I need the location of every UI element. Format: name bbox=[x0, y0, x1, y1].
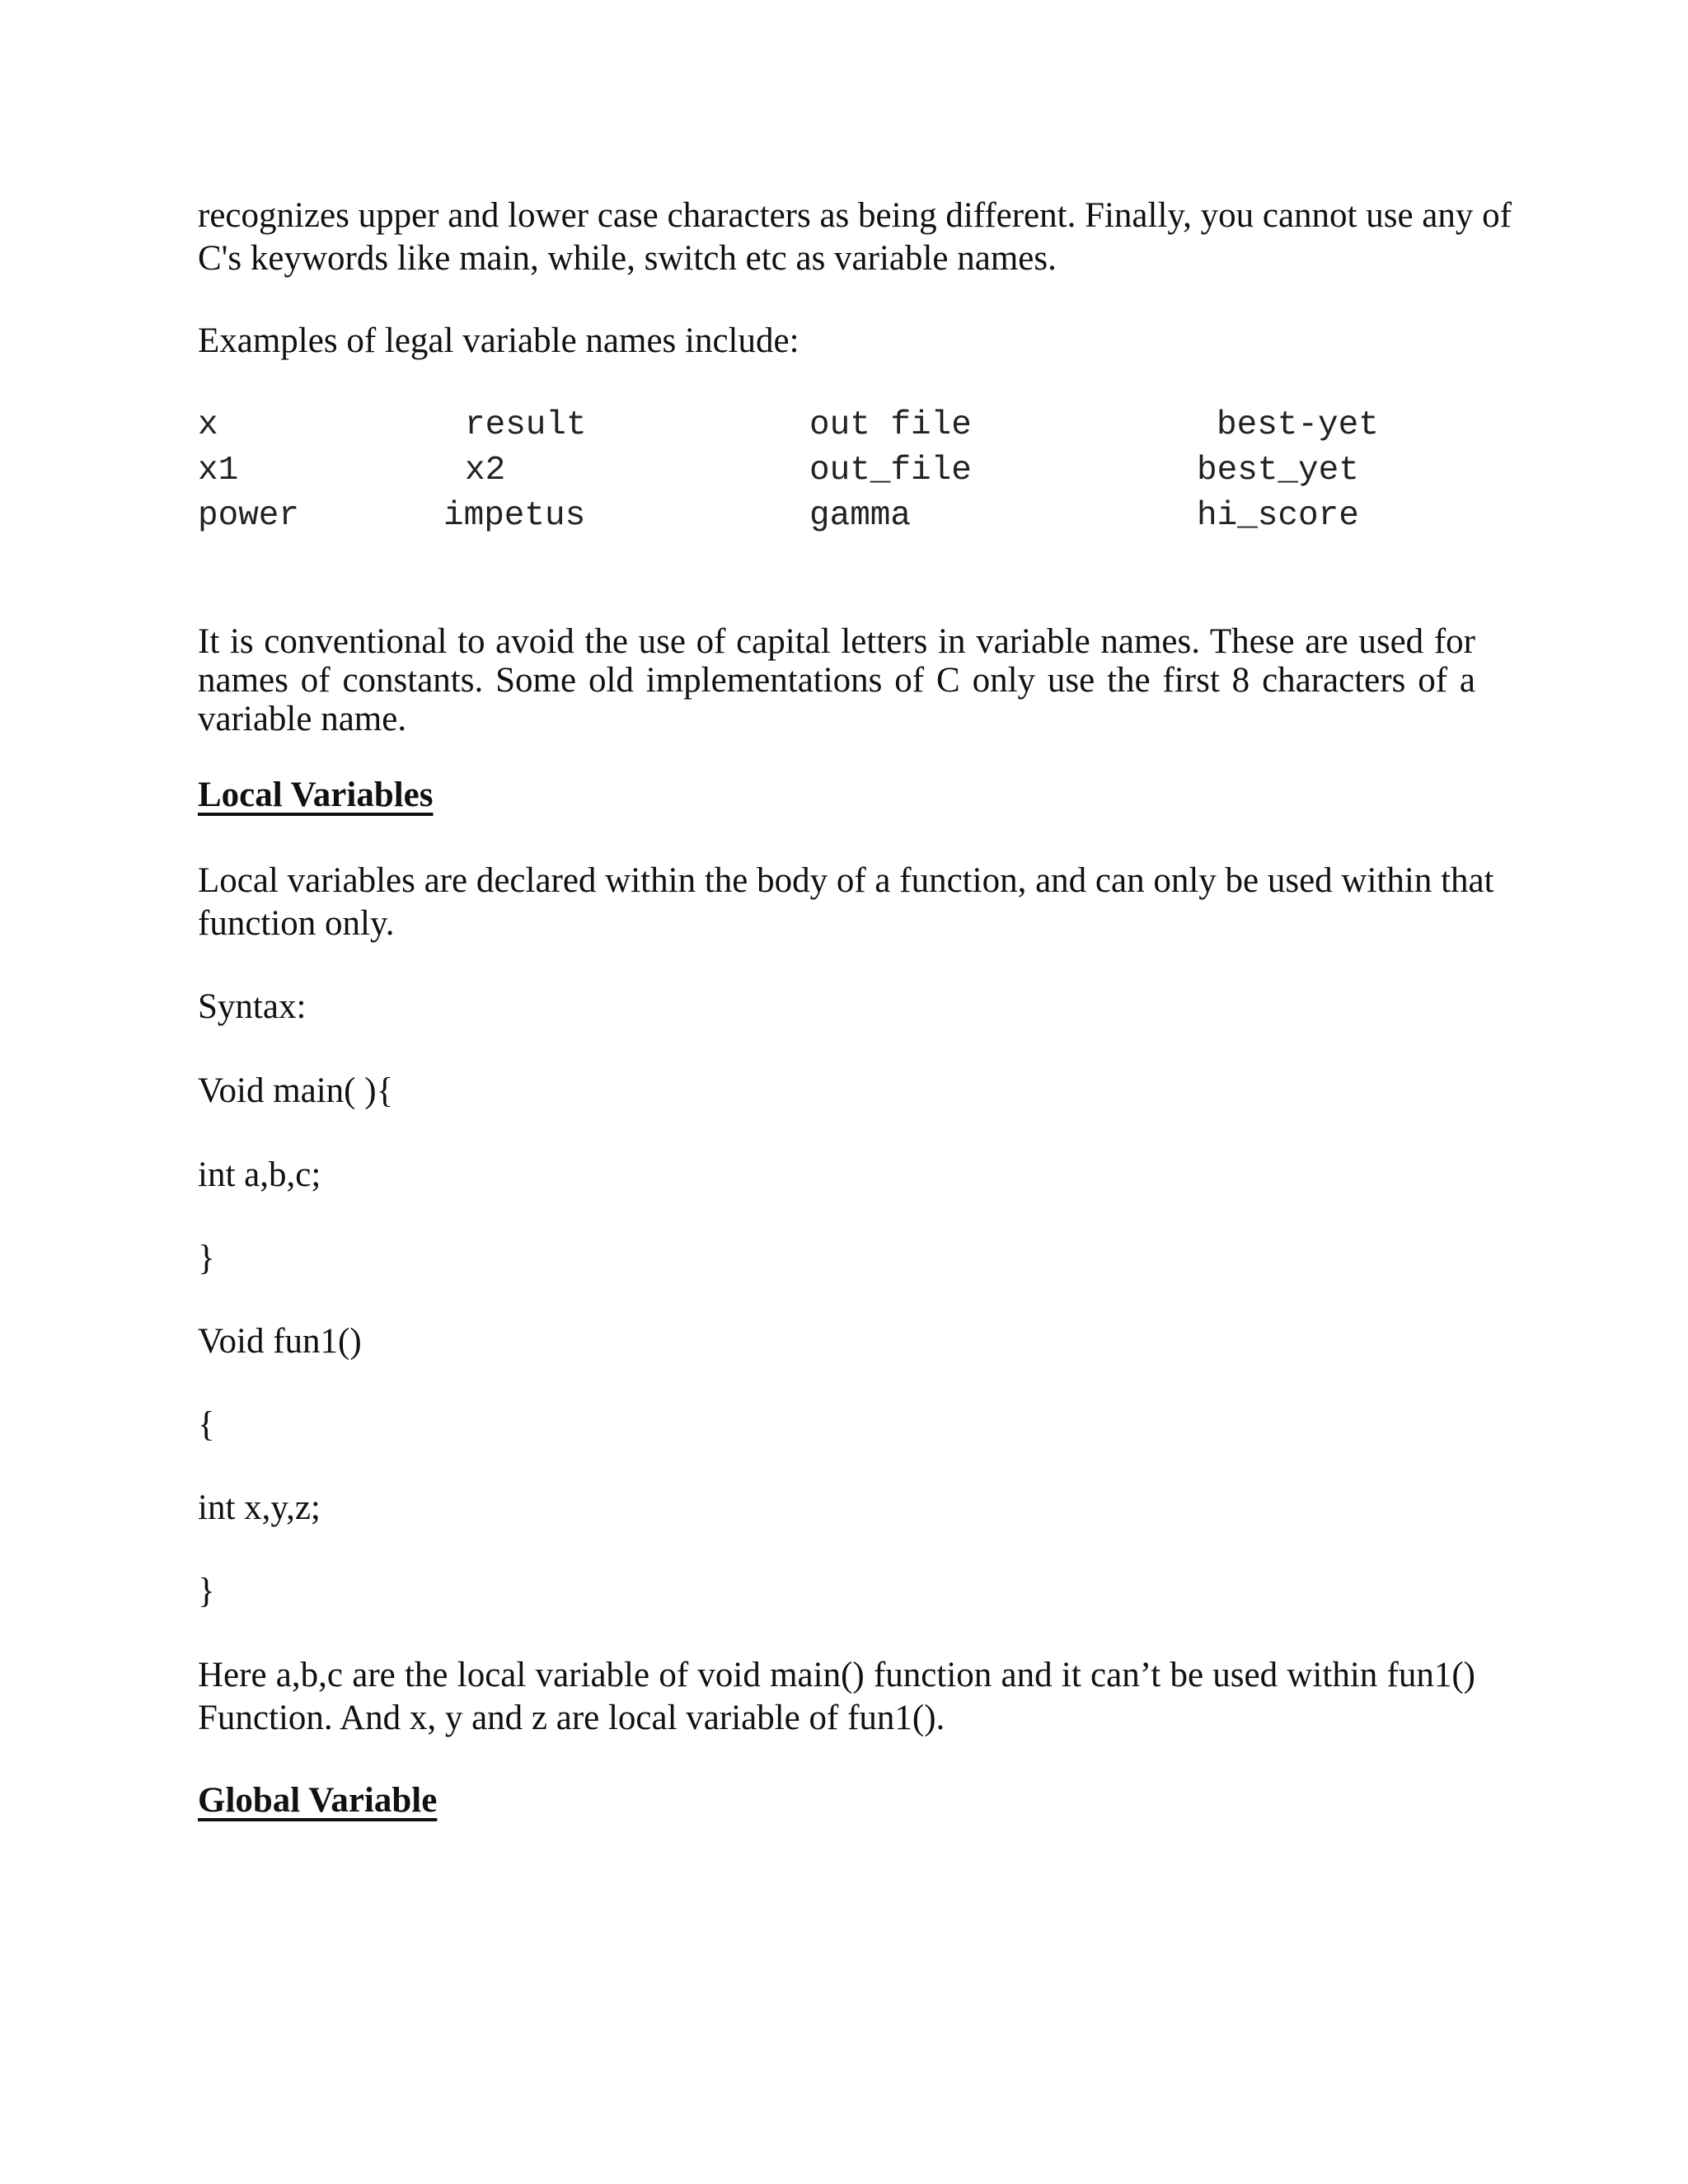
code-line: } bbox=[198, 1572, 215, 1610]
example-cell: x2 bbox=[465, 452, 506, 490]
explanation-paragraph bbox=[198, 1654, 1475, 1740]
syntax-label: Syntax: bbox=[198, 987, 307, 1026]
example-cell: hi_score bbox=[1197, 497, 1359, 535]
explanation-line-2: Function. And x, y and z are local variable of fun1(). bbox=[198, 1699, 945, 1737]
explanation-line-1: Here a,b,c are the local variable of void main() function and it can’t be used within fun1() bbox=[198, 1656, 1475, 1694]
example-cell: x bbox=[198, 406, 218, 444]
code-line: Void fun1() bbox=[198, 1322, 362, 1361]
example-cell: result bbox=[465, 406, 587, 444]
code-line: Void main( ){ bbox=[198, 1071, 394, 1110]
convention-line-1: It is conventional to avoid the use of capital letters in variable names. These are used for bbox=[198, 622, 1475, 661]
example-cell: best_yet bbox=[1197, 452, 1359, 490]
intro-line-1: recognizes upper and lower case characters as being different. Finally, you cannot use any of bbox=[198, 196, 1512, 235]
example-cell: x1 bbox=[198, 452, 239, 490]
code-line: } bbox=[198, 1239, 215, 1277]
example-cell: out_file bbox=[809, 452, 972, 490]
example-cell: power bbox=[198, 497, 300, 535]
local-line-1: Local variables are declared within the body of a function, and can only be used within that bbox=[198, 861, 1494, 900]
local-line-2: function only. bbox=[198, 904, 395, 943]
example-cell: gamma bbox=[809, 497, 912, 535]
example-cell: best-yet bbox=[1217, 406, 1379, 444]
intro-paragraph bbox=[198, 194, 1512, 280]
local-variables-paragraph bbox=[198, 860, 1494, 945]
example-cell: impetus bbox=[443, 497, 586, 535]
code-line: { bbox=[198, 1405, 215, 1444]
global-variable-heading: Global Variable bbox=[198, 1781, 438, 1820]
intro-line-2: C's keywords like main, while, switch etc as variable names. bbox=[198, 239, 1057, 278]
convention-paragraph bbox=[198, 622, 1475, 738]
code-line: int x,y,z; bbox=[198, 1488, 321, 1527]
convention-line-2: names of constants. Some old implementations of C only use the first 8 characters of a bbox=[198, 661, 1475, 700]
convention-line-3: variable name. bbox=[198, 700, 407, 738]
local-variables-heading: Local Variables bbox=[198, 776, 434, 814]
example-cell: out file bbox=[809, 406, 972, 444]
examples-label: Examples of legal variable names include: bbox=[198, 321, 799, 360]
code-line: int a,b,c; bbox=[198, 1155, 321, 1194]
